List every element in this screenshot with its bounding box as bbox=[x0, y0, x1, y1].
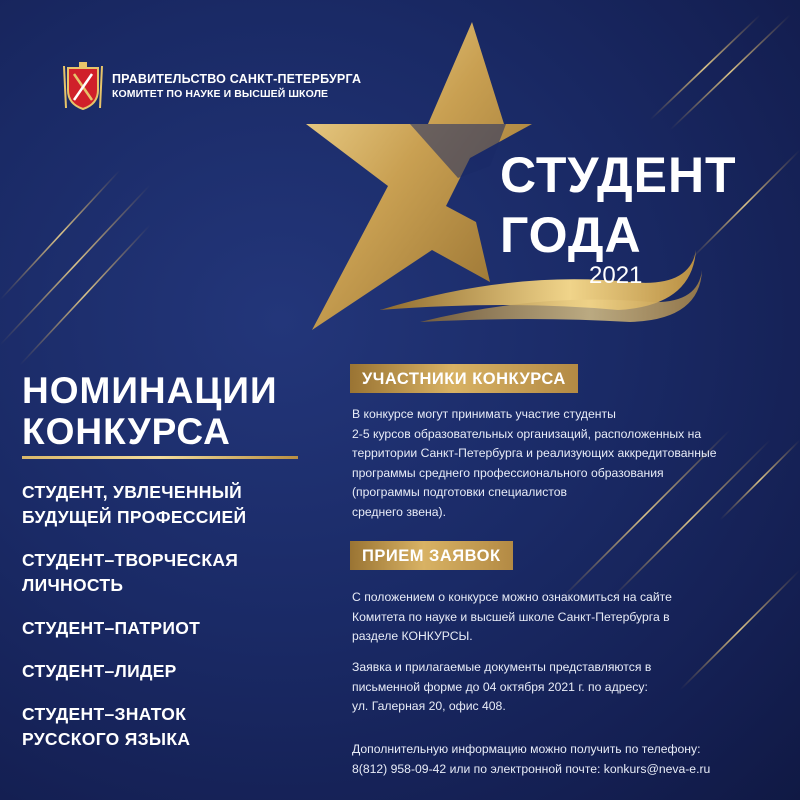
nomination-item: СТУДЕНТ–ПАТРИОТ bbox=[22, 618, 201, 638]
applications-heading: ПРИЕМ ЗАЯВОК bbox=[350, 541, 513, 570]
nomination-item: СТУДЕНТ, УВЛЕЧЕННЫЙ БУДУЩЕЙ ПРОФЕССИЕЙ bbox=[22, 482, 247, 527]
nominations-list bbox=[22, 480, 322, 770]
nominations-title-line2: КОНКУРСА bbox=[22, 411, 231, 452]
nominations-title bbox=[22, 370, 278, 452]
committee-title: КОМИТЕТ ПО НАУКЕ И ВЫСШЕЙ ШКОЛЕ bbox=[112, 88, 329, 100]
nomination-item: СТУДЕНТ–ЗНАТОК РУССКОГО ЯЗЫКА bbox=[22, 704, 191, 749]
nominations-title-line1: НОМИНАЦИИ bbox=[22, 370, 278, 411]
participants-text: В конкурсе могут принимать участие студенты 2-5 курсов образовательных организаций, расположенных на территории Санкт-Петербурга и реализующих аккредитованные программы среднего профессионального образования (программы подготовки специалистов среднего звена). bbox=[352, 407, 717, 519]
applications-text-deadline: Заявка и прилагаемые документы представляются в письменной форме до 04 октября 2021 г. по адресу: ул. Галерная 20, офис 408. bbox=[352, 660, 652, 714]
participants-heading: УЧАСТНИКИ КОНКУРСА bbox=[350, 364, 578, 393]
logo-year: 2021 bbox=[589, 262, 643, 289]
nomination-item: СТУДЕНТ–ТВОРЧЕСКАЯ ЛИЧНОСТЬ bbox=[22, 550, 239, 595]
logo-title-line2: ГОДА bbox=[500, 207, 642, 263]
coat-of-arms-icon bbox=[62, 62, 104, 110]
applications-text-contacts: Дополнительную информацию можно получить по телефону: 8(812) 958-09-42 или по электронной почте: konkurs@neva-e.ru bbox=[352, 742, 711, 776]
government-title: ПРАВИТЕЛЬСТВО САНКТ-ПЕТЕРБУРГА bbox=[112, 72, 362, 86]
nominations-divider bbox=[22, 456, 298, 459]
nomination-item: СТУДЕНТ–ЛИДЕР bbox=[22, 661, 177, 681]
logo-title-line1: СТУДЕНТ bbox=[500, 147, 737, 203]
applications-text-regulations: С положением о конкурсе можно ознакомиться на сайте Комитета по науке и высшей школе Санкт-Петербурга в разделе КОНКУРСЫ. bbox=[352, 590, 672, 644]
